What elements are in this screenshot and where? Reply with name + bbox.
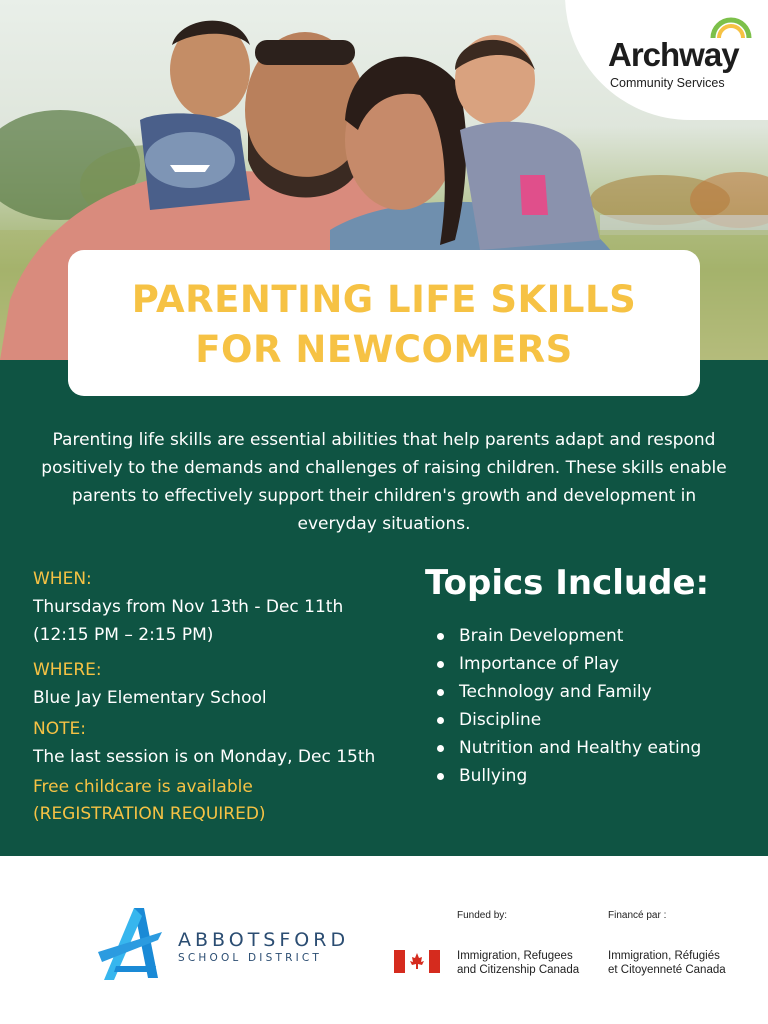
page-title-line-2: FOR NEWCOMERS xyxy=(195,328,573,371)
funded-by-label: Funded by: xyxy=(457,910,508,921)
list-item: Discipline xyxy=(425,706,755,734)
event-details xyxy=(33,566,423,828)
ircc-english-line-2: and Citizenship Canada xyxy=(457,964,580,976)
archway-wordmark: Archway xyxy=(608,36,739,73)
registration-note: (REGISTRATION REQUIRED) xyxy=(33,804,266,824)
abbotsford-a-icon xyxy=(96,906,176,986)
topics-list xyxy=(425,622,755,790)
archway-subtitle: Community Services xyxy=(610,76,725,90)
list-item: Technology and Family xyxy=(425,678,755,706)
ircc-french-line-2: et Citoyenneté Canada xyxy=(608,964,726,976)
list-item: Importance of Play xyxy=(425,650,755,678)
district-subtitle: SCHOOL DISTRICT xyxy=(178,952,323,964)
page-title-line-1: PARENTING LIFE SKILLS xyxy=(131,278,637,321)
list-item: Brain Development xyxy=(425,622,755,650)
when-label: WHEN: xyxy=(33,569,92,589)
where-label: WHERE: xyxy=(33,660,102,680)
list-item: Nutrition and Healthy eating xyxy=(425,734,755,762)
when-time: (12:15 PM – 2:15 PM) xyxy=(33,625,214,645)
intro-paragraph: Parenting life skills are essential abilities that help parents adapt and respond positively to the demands and challenges of raising children. These skills enable parents to effectively support their children's growth and development in everyday situations. xyxy=(41,430,727,534)
when-dates: Thursdays from Nov 13th - Dec 11th xyxy=(33,597,344,617)
canada-flag-icon xyxy=(394,950,440,973)
finance-par-label: Financé par : xyxy=(608,910,667,921)
topics-section xyxy=(425,560,755,790)
ircc-french xyxy=(608,949,748,977)
note-label: NOTE: xyxy=(33,719,86,739)
topics-heading: Topics Include: xyxy=(425,563,710,603)
where-value: Blue Jay Elementary School xyxy=(33,688,267,708)
ircc-english xyxy=(457,949,597,977)
title-card xyxy=(68,250,700,396)
note-value: The last session is on Monday, Dec 15th xyxy=(33,747,376,767)
list-item: Bullying xyxy=(425,762,755,790)
ircc-french-line-1: Immigration, Réfugiés xyxy=(608,950,720,962)
childcare-note: Free childcare is available xyxy=(33,777,253,797)
district-name: ABBOTSFORD xyxy=(178,929,350,951)
ircc-english-line-1: Immigration, Refugees xyxy=(457,950,573,962)
archway-logo xyxy=(600,12,760,92)
